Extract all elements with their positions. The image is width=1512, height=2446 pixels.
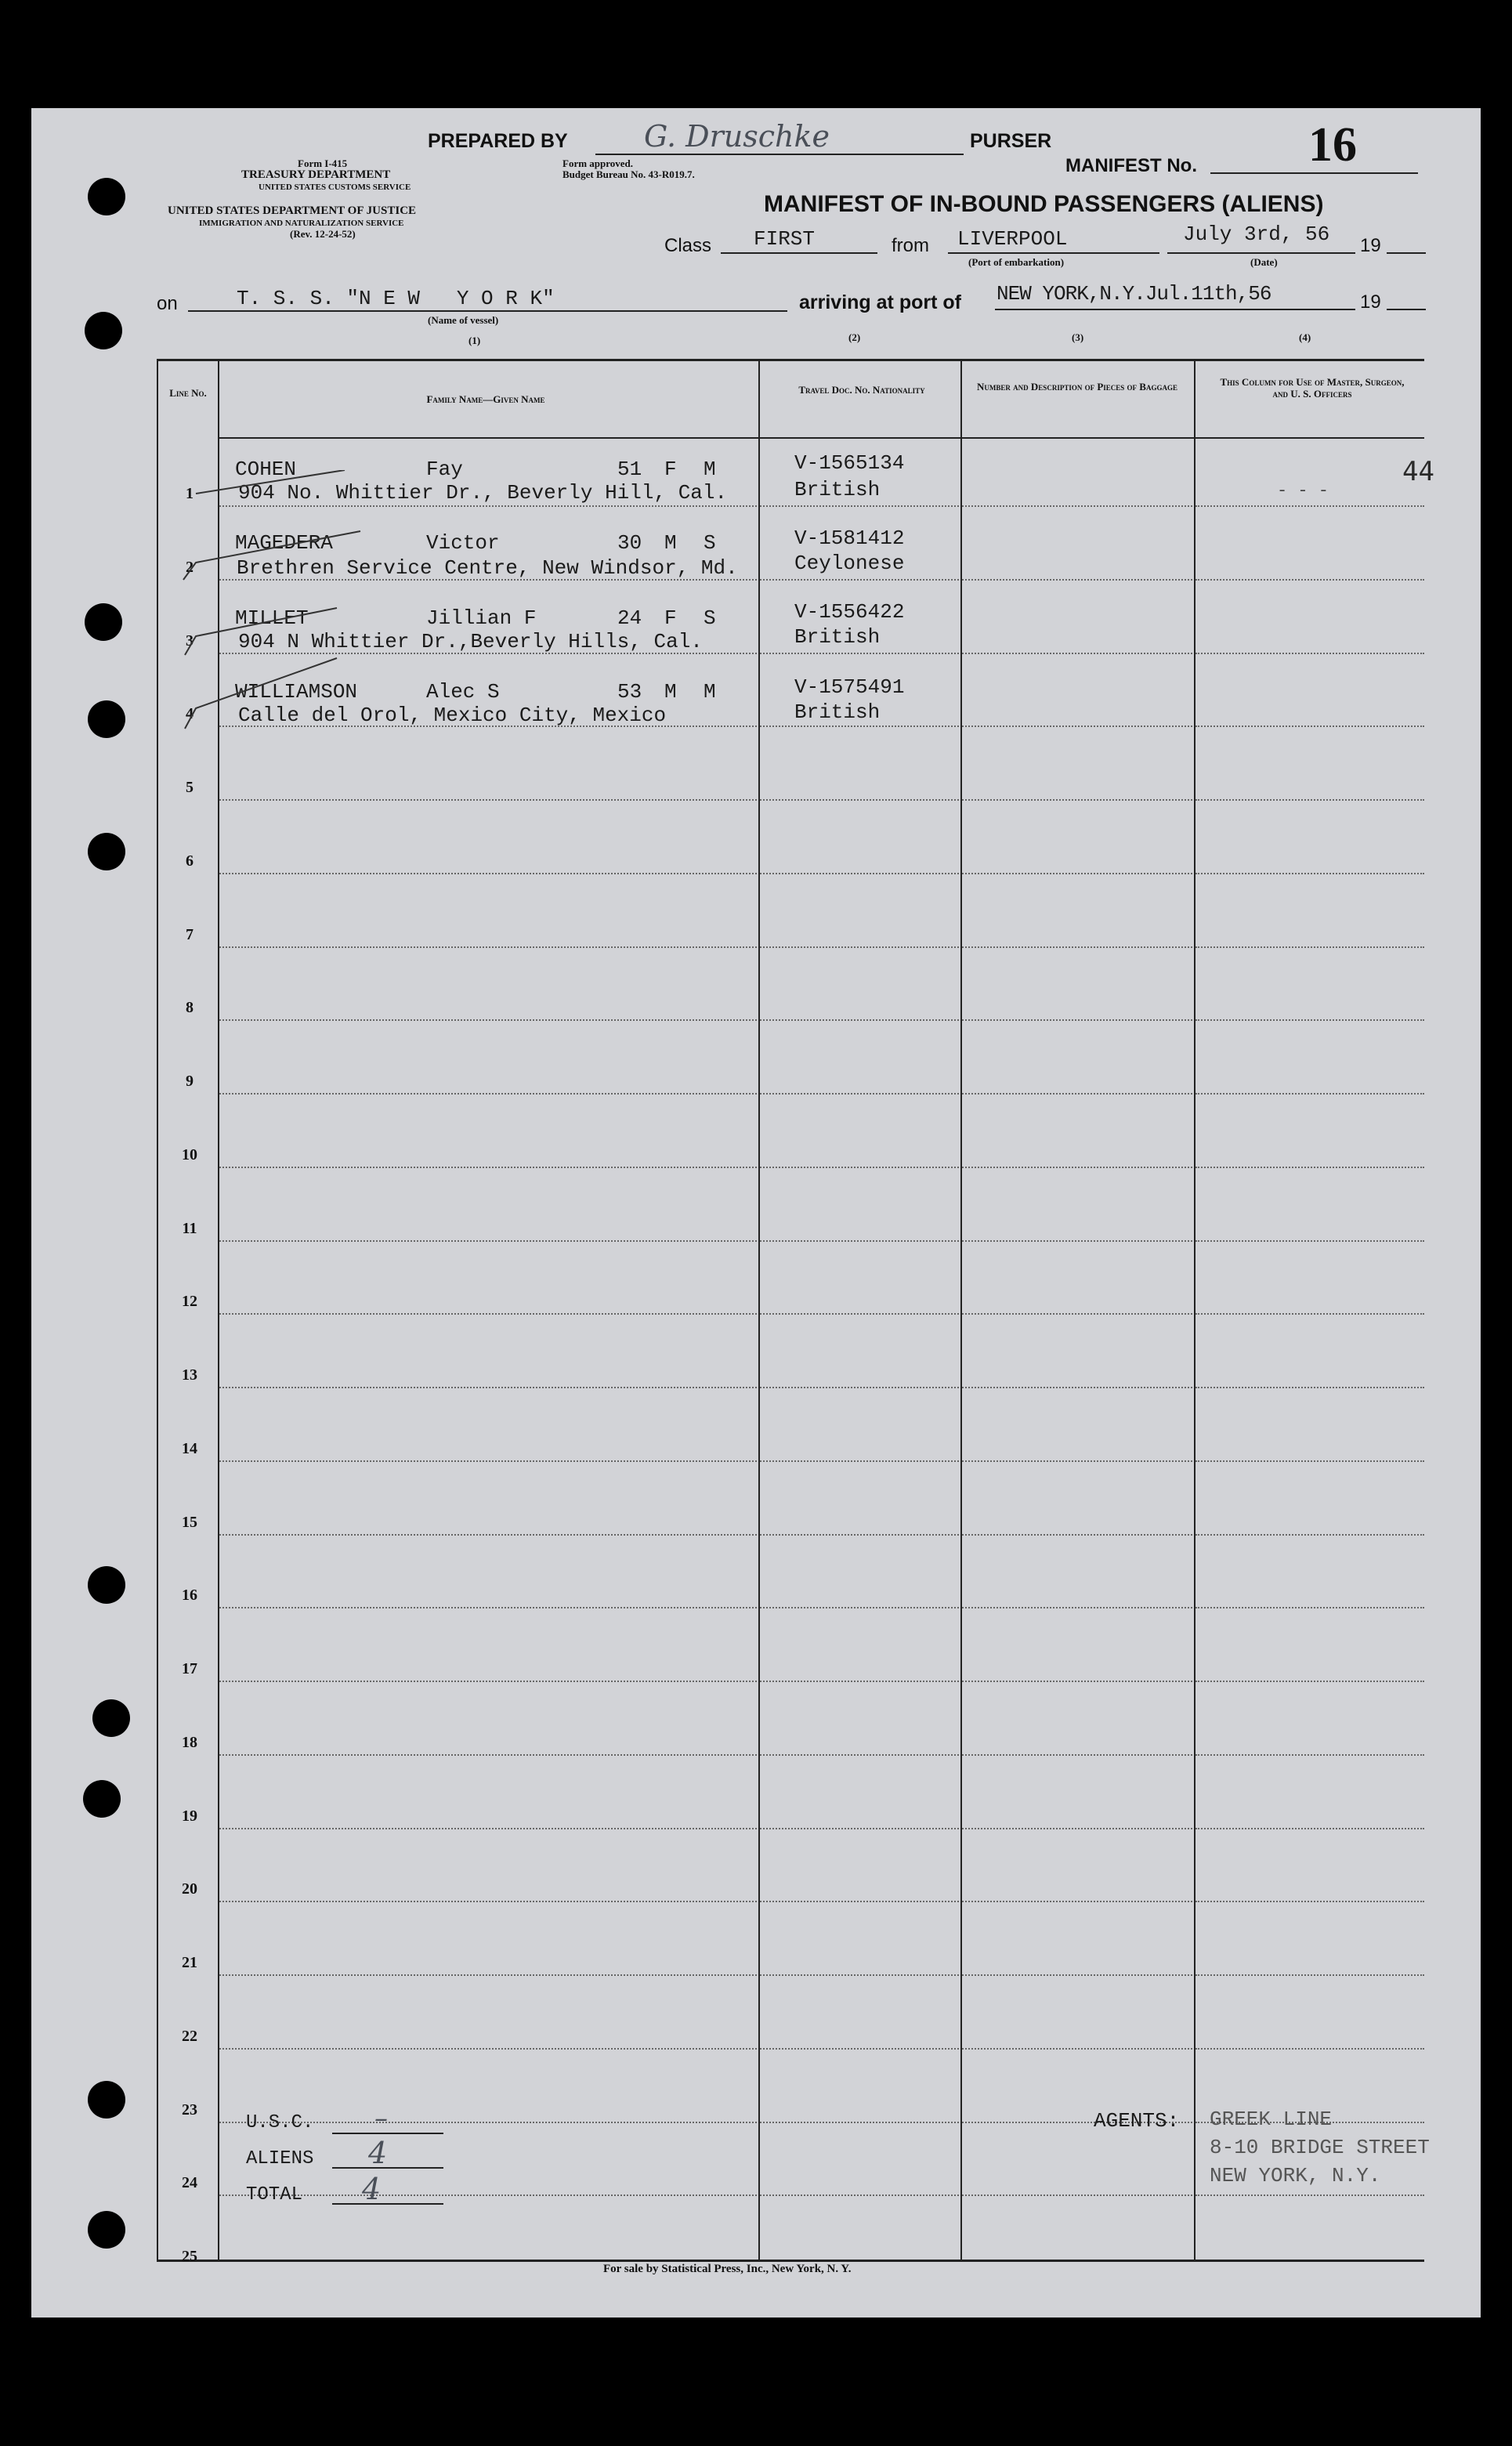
passenger-doc: V-1565134	[794, 451, 905, 475]
row-guide	[219, 1681, 757, 1682]
row-guide	[219, 1754, 757, 1756]
line-number: 24	[182, 2174, 197, 2192]
usc-value: –	[374, 2103, 388, 2134]
passenger-nationality: Ceylonese	[794, 552, 905, 575]
aliens-label: ALIENS	[246, 2148, 314, 2169]
treasury-dept: TREASURY DEPARTMENT	[241, 168, 391, 181]
row-guide	[962, 1681, 1192, 1682]
row-guide	[1195, 1460, 1424, 1462]
passenger-age: 30	[617, 531, 642, 555]
passenger-doc: V-1556422	[794, 600, 905, 624]
row-guide	[962, 1974, 1192, 1976]
line-number: 18	[182, 1733, 197, 1751]
row-guide	[962, 1313, 1192, 1315]
row-guide	[760, 1901, 959, 1902]
line-number: 4	[186, 705, 194, 723]
agents-label: AGENTS:	[1094, 2109, 1180, 2133]
line-number: 25	[182, 2248, 197, 2265]
row-guide	[760, 1313, 959, 1315]
table-left-border	[157, 359, 158, 2260]
passenger-family: WILLIAMSON	[235, 680, 358, 704]
row-guide	[962, 725, 1192, 727]
aliens-value: 4	[368, 2136, 388, 2170]
line-number: 13	[182, 1366, 197, 1384]
row-guide	[760, 1534, 959, 1536]
row-guide	[962, 2195, 1192, 2196]
col-num-3: (3)	[1072, 331, 1084, 343]
line-number: 10	[182, 1145, 197, 1163]
row-guide	[1195, 1019, 1424, 1021]
row-guide	[1195, 1974, 1424, 1976]
punch-hole	[88, 2211, 125, 2249]
manifest-title: MANIFEST OF IN-BOUND PASSENGERS (ALIENS)	[764, 191, 1324, 217]
row-guide	[1195, 579, 1424, 581]
col-header-officers: This Column for Use of Master, Surgeon, and U. S. Officers	[1220, 376, 1405, 400]
row-guide	[219, 1534, 757, 1536]
row-guide	[962, 1387, 1192, 1388]
row-guide	[962, 1167, 1192, 1168]
total-label: TOTAL	[246, 2184, 303, 2205]
row-guide	[760, 1607, 959, 1608]
row-guide	[219, 1974, 757, 1976]
passenger-age: 24	[617, 606, 642, 630]
margin-mark: 44	[1402, 456, 1434, 487]
line-number: 6	[186, 852, 194, 870]
row-guide	[1195, 1534, 1424, 1536]
row-guide	[760, 1460, 959, 1462]
year-suffix: 19	[1360, 235, 1381, 256]
row-guide	[219, 1240, 757, 1242]
row-guide	[760, 1093, 959, 1095]
officer-mark: - - -	[1277, 481, 1329, 501]
row-guide	[219, 1901, 757, 1902]
passenger-given: Victor	[426, 531, 500, 555]
row-guide	[219, 799, 757, 801]
row-guide	[760, 799, 959, 801]
agents-line-2: 8-10 BRIDGE STREET	[1210, 2136, 1430, 2159]
row-guide	[219, 1019, 757, 1021]
row-guide	[219, 1607, 757, 1608]
passenger-address: Calle del Orol, Mexico City, Mexico	[238, 704, 667, 727]
purser-label: PURSER	[970, 130, 1052, 152]
row-guide	[219, 1828, 757, 1829]
row-guide	[962, 1460, 1192, 1462]
col-num-2: (2)	[848, 331, 861, 343]
line-number: 16	[182, 1587, 197, 1605]
row-guide	[219, 2048, 757, 2050]
passenger-doc: V-1575491	[794, 675, 905, 699]
row-guide	[760, 1974, 959, 1976]
row-guide	[962, 946, 1192, 948]
punch-hole	[88, 833, 125, 870]
punch-hole	[88, 2081, 125, 2119]
agents-line-1: GREEK LINE	[1210, 2108, 1333, 2131]
row-guide	[760, 1828, 959, 1829]
row-guide	[1195, 1167, 1424, 1168]
arriving-label: arriving at port of	[799, 291, 961, 313]
usc-label: U.S.C.	[246, 2112, 314, 2133]
row-guide	[962, 1240, 1192, 1242]
port-caption: (Port of embarkation)	[968, 256, 1065, 268]
date-caption: (Date)	[1250, 256, 1278, 268]
row-guide	[1195, 1387, 1424, 1388]
passenger-family: COHEN	[235, 458, 297, 481]
line-number: 19	[182, 1807, 197, 1825]
class-value: FIRST	[754, 227, 816, 251]
row-guide	[760, 1167, 959, 1168]
row-guide	[962, 1534, 1192, 1536]
passenger-given: Alec S	[426, 680, 500, 704]
passenger-status: S	[704, 531, 716, 555]
line-number: 15	[182, 1513, 197, 1531]
passenger-address: Brethren Service Centre, New Windsor, Md.	[237, 556, 738, 580]
on-label: on	[157, 293, 178, 314]
row-guide	[219, 1460, 757, 1462]
passenger-status: M	[704, 680, 716, 704]
row-guide	[760, 946, 959, 948]
line-number: 2	[186, 558, 194, 576]
vessel-caption: (Name of vessel)	[428, 314, 499, 326]
passenger-sex: M	[664, 680, 677, 704]
page-number: 16	[1308, 118, 1357, 172]
row-guide	[1195, 1313, 1424, 1315]
passenger-sex: F	[664, 458, 677, 481]
passenger-given: Jillian F	[426, 606, 537, 630]
line-number: 5	[186, 779, 194, 796]
vessel-name: T. S. S. "N E W Y O R K"	[237, 287, 555, 310]
row-guide	[760, 2048, 959, 2050]
punch-hole	[83, 1780, 121, 1818]
justice-dept: UNITED STATES DEPARTMENT OF JUSTICE	[168, 204, 417, 217]
row-guide	[760, 2122, 959, 2123]
row-guide	[962, 653, 1192, 654]
table-top-border	[157, 359, 1424, 361]
line-number: 20	[182, 1880, 197, 1898]
passenger-nationality: British	[794, 478, 881, 501]
row-guide	[962, 579, 1192, 581]
passenger-age: 53	[617, 680, 642, 704]
class-label: Class	[664, 235, 712, 256]
row-guide	[1195, 1681, 1424, 1682]
line-number: 7	[186, 925, 194, 943]
row-guide	[1195, 946, 1424, 948]
punch-hole	[88, 700, 125, 738]
row-guide	[962, 2048, 1192, 2050]
punch-hole	[92, 1699, 130, 1737]
agents-line-3: NEW YORK, N.Y.	[1210, 2164, 1381, 2187]
row-guide	[1195, 1754, 1424, 1756]
row-guide	[219, 1313, 757, 1315]
row-guide	[1195, 1240, 1424, 1242]
passenger-family: MILLET	[235, 606, 309, 630]
row-guide	[760, 505, 959, 507]
row-guide	[962, 1093, 1192, 1095]
row-guide	[1195, 505, 1424, 507]
passenger-address: 904 No. Whittier Dr., Beverly Hill, Cal.	[238, 481, 728, 505]
date-value: July 3rd, 56	[1183, 223, 1330, 246]
from-label: from	[892, 235, 929, 256]
row-guide	[962, 873, 1192, 874]
line-number: 17	[182, 1660, 197, 1677]
row-guide	[962, 799, 1192, 801]
passenger-sex: M	[664, 531, 677, 555]
row-guide	[1195, 1607, 1424, 1608]
ins-service: IMMIGRATION AND NATURALIZATION SERVICE	[199, 219, 404, 228]
row-guide	[760, 579, 959, 581]
col-num-1: (1)	[468, 335, 481, 346]
row-guide	[760, 725, 959, 727]
row-guide	[760, 1019, 959, 1021]
row-guide	[962, 1019, 1192, 1021]
passenger-given: Fay	[426, 458, 463, 481]
table-bottom-border	[157, 2260, 1424, 2262]
row-guide	[962, 1754, 1192, 1756]
row-guide	[1195, 1901, 1424, 1902]
row-guide	[1195, 725, 1424, 727]
arrival-year: 19	[1360, 291, 1381, 313]
row-guide	[1195, 2048, 1424, 2050]
arrival-value: NEW YORK,N.Y.Jul.11th,56	[997, 282, 1271, 306]
prepared-by-signature: G. Druschke	[644, 119, 830, 154]
passenger-status: S	[704, 606, 716, 630]
check-marks	[180, 470, 368, 736]
passenger-sex: F	[664, 606, 677, 630]
row-guide	[760, 1240, 959, 1242]
row-guide	[1195, 873, 1424, 874]
line-number: 3	[186, 631, 194, 649]
row-guide	[1195, 799, 1424, 801]
passenger-nationality: British	[794, 700, 881, 724]
passenger-nationality: British	[794, 625, 881, 649]
row-guide	[219, 873, 757, 874]
passenger-family: MAGEDERA	[235, 531, 333, 555]
form-number: Form I-415	[298, 157, 348, 169]
row-guide	[1195, 1828, 1424, 1829]
row-guide	[962, 505, 1192, 507]
row-guide	[962, 1607, 1192, 1608]
row-guide	[760, 1387, 959, 1388]
manifest-page	[31, 108, 1481, 2318]
row-guide	[219, 1093, 757, 1095]
row-guide	[962, 1901, 1192, 1902]
row-guide	[962, 1828, 1192, 1829]
punch-hole	[88, 1566, 125, 1604]
line-number: 14	[182, 1439, 197, 1457]
footer-printer: For sale by Statistical Press, Inc., New York, N. Y.	[603, 2263, 852, 2275]
row-guide	[760, 2195, 959, 2196]
row-guide	[760, 653, 959, 654]
col-header-travel-doc: Travel Doc. No. Nationality	[798, 384, 925, 396]
row-guide	[219, 946, 757, 948]
line-number: 21	[182, 1954, 197, 1971]
row-guide	[760, 1681, 959, 1682]
total-value: 4	[362, 2172, 382, 2206]
col-header-baggage: Number and Description of Pieces of Baggage	[977, 381, 1177, 393]
col-header-name: Family Name—Given Name	[426, 393, 545, 405]
punch-hole	[85, 603, 122, 641]
col-header-line-no: Line No.	[169, 387, 207, 399]
manifest-no-label: MANIFEST No.	[1065, 155, 1197, 176]
line-number: 8	[186, 999, 194, 1017]
customs-service: UNITED STATES CUSTOMS SERVICE	[259, 183, 411, 192]
passenger-status: M	[704, 458, 716, 481]
row-guide	[219, 1387, 757, 1388]
form-approved: Form approved.	[562, 157, 634, 169]
row-guide	[219, 1167, 757, 1168]
col-num-4: (4)	[1299, 331, 1311, 343]
passenger-age: 51	[617, 458, 642, 481]
line-number: 23	[182, 2100, 197, 2119]
line-number: 22	[182, 2027, 197, 2045]
passenger-address: 904 N Whittier Dr.,Beverly Hills, Cal.	[238, 630, 703, 653]
prepared-by-label: PREPARED BY	[428, 130, 568, 152]
revision: (Rev. 12-24-52)	[290, 228, 356, 240]
punch-hole	[85, 312, 122, 349]
line-number: 11	[182, 1219, 197, 1237]
row-guide	[1195, 1093, 1424, 1095]
line-number: 12	[182, 1293, 197, 1311]
row-guide	[1195, 2195, 1424, 2196]
port-of-embarkation: LIVERPOOL	[957, 227, 1068, 251]
punch-hole	[88, 178, 125, 215]
row-guide	[1195, 653, 1424, 654]
row-guide	[760, 873, 959, 874]
budget-bureau: Budget Bureau No. 43-R019.7.	[562, 168, 695, 180]
row-guide	[760, 1754, 959, 1756]
line-number: 1	[186, 485, 194, 502]
line-number: 9	[186, 1073, 194, 1090]
passenger-doc: V-1581412	[794, 526, 905, 550]
